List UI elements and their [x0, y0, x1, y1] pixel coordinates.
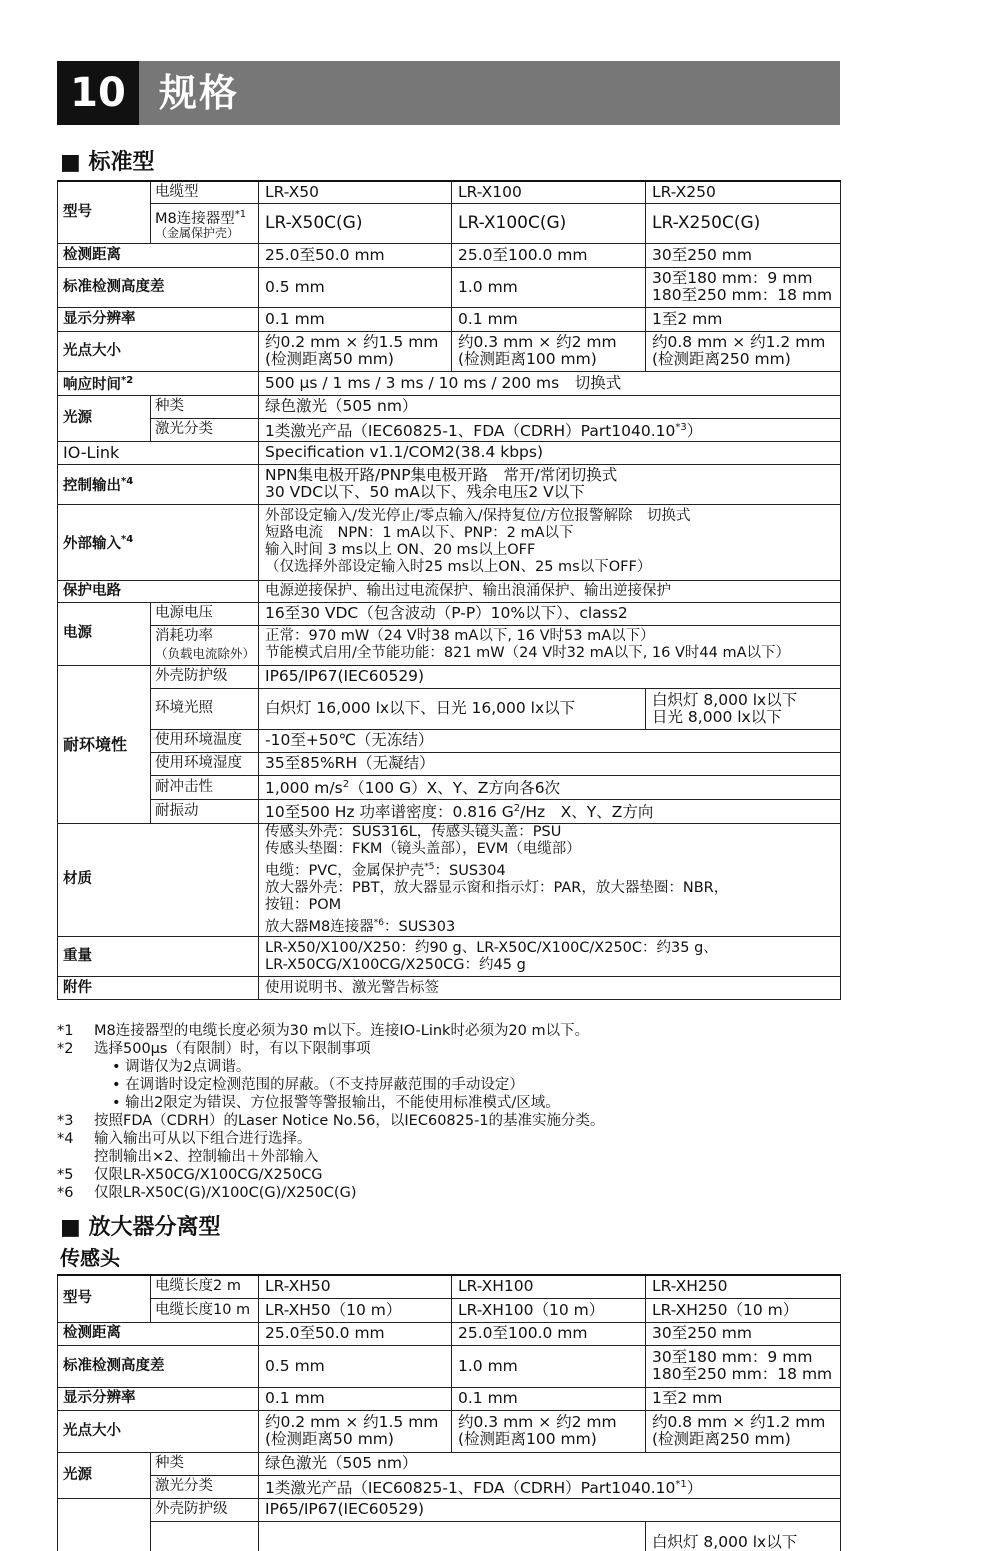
row-label: 光源	[58, 1452, 151, 1498]
table-cell: 1.0 mm	[452, 267, 646, 307]
table-cell: 0.1 mm	[259, 307, 452, 331]
footnote: *2 选择500μs（有限制）时，有以下限制事项	[57, 1041, 371, 1057]
row-label: 材质	[58, 823, 259, 937]
row-label: 保护电路	[58, 580, 259, 602]
table-cell: LR-XH100	[452, 1275, 646, 1298]
footnote: *6 仅限LR-X50C(G)/X100C(G)/X250C(G)	[57, 1185, 357, 1201]
row-label	[58, 1498, 151, 1521]
table-cell: 0.1 mm	[259, 1387, 452, 1410]
row-sublabel	[151, 1521, 259, 1551]
footnotes	[57, 1022, 857, 1202]
row-label: IO-Link	[58, 441, 259, 464]
table-cell: LR-X50C(G)	[259, 203, 452, 243]
row-label: 电源	[58, 602, 151, 665]
table-cell: Specification v1.1/COM2(38.4 kbps)	[259, 441, 841, 464]
table-cell: 约0.8 mm × 约1.2 mm (检测距离250 mm)	[646, 1410, 841, 1452]
table-cell: 外部设定输入/发光停止/零点输入/保持复位/方位报警解除 切换式 短路电流 NPN：1 mA以下、PNP：2 mA以下 输入时间 3 ms以上 ON、20 ms以上OFF （仅选择外部设定输入时25 ms以上ON、25 ms以下OFF）	[259, 504, 841, 580]
row-sublabel: 激光分类	[151, 1475, 259, 1498]
row-label: 标准检测高度差	[58, 1345, 259, 1387]
table-cell: 使用说明书、激光警告标签	[259, 977, 841, 1000]
chapter-header	[57, 61, 840, 125]
row-label: 控制输出$^{*4}$	[58, 464, 259, 504]
row-label: 光点大小	[58, 1410, 259, 1452]
table-cell: 1,000 $m/s^2(100$ G）X、Y、Z方向各6次	[259, 775, 841, 799]
row-label: 检测距离	[58, 243, 259, 267]
spec-table-sensor-head	[57, 1274, 841, 1551]
table-cell: LR-XH250	[646, 1275, 841, 1298]
table-cell: 白炽灯 8,000 lx以下	[646, 1521, 841, 1551]
table-cell: LR-X250	[646, 181, 841, 203]
table-cell: 约0.3 mm × 约2 mm (检测距离100 mm)	[452, 1410, 646, 1452]
row-sublabel: 使用环境温度	[151, 729, 259, 752]
table-cell: 约0.3 mm × 约2 mm (检测距离100 mm)	[452, 331, 646, 371]
table-cell: 电源逆接保护、输出过电流保护、输出浪涌保护、输出逆接保护	[259, 580, 841, 602]
table-cell: 绿色激光（505 nm）	[259, 395, 841, 418]
table-cell: 正常：970 mW（24 V时38 mA以下, 16 V时53 mA以下） 节能模式启用/全节能功能：821 mW（24 V时32 mA以下, 16 V时44 mA以下）	[259, 625, 841, 665]
table-cell: NPN集电极开路/PNP集电极开路 常开/常闭切换式 30 VDC以下、50 mA以下、残余电压2 V以下	[259, 464, 841, 504]
table-cell: IP65/IP67(IEC60529)	[259, 665, 841, 688]
row-label: 显示分辨率	[58, 1387, 259, 1410]
row-sublabel: 耐振动	[151, 799, 259, 823]
table-cell: LR-XH50（10 m）	[259, 1298, 452, 1322]
footnote-bullet: • 输出2限定为错误、方位报警等警报输出，不能使用标准模式/区域。	[57, 1094, 857, 1112]
footnote: *1 M8连接器型的电缆长度必须为30 m以下。连接IO-Link时必须为20 m以下。	[57, 1023, 590, 1039]
table-cell: LR-XH250（10 m）	[646, 1298, 841, 1322]
footnote-bullet: • 在调谐时设定检测范围的屏蔽。（不支持屏蔽范围的手动设定）	[57, 1076, 857, 1094]
table-cell: 1.0 mm	[452, 1345, 646, 1387]
table-cell: LR-X250C(G)	[646, 203, 841, 243]
table-cell: 约0.2 mm × 约1.5 mm (检测距离50 mm)	[259, 1410, 452, 1452]
row-sublabel: 消耗功率 （负载电流除外）	[151, 625, 259, 665]
table-cell: 1类激光产品（IEC60825-1、FDA（CDRH）Part1040.10$^{*1}$）	[259, 1475, 841, 1498]
chapter-title: 规格	[159, 71, 240, 115]
table-cell: LR-X50/X100/X250：约90 g、LR-X50C/X100C/X250C：约35 g、 LR-X50CG/X100CG/X250CG：约45 g	[259, 937, 841, 977]
row-sublabel: 电源电压	[151, 602, 259, 625]
table-cell: IP65/IP67(IEC60529)	[259, 1498, 841, 1521]
row-sublabel: 电缆长度10 m	[151, 1298, 259, 1322]
table-cell: LR-X50	[259, 181, 452, 203]
table-cell: 1类激光产品（IEC60825-1、FDA（CDRH）Part1040.10$^{*3}$）	[259, 418, 841, 441]
table-cell: 约0.2 mm × 约1.5 mm (检测距离50 mm)	[259, 331, 452, 371]
row-sublabel: 外壳防护级	[151, 1498, 259, 1521]
chapter-number: 10	[57, 61, 139, 125]
row-sublabel: 使用环境湿度	[151, 752, 259, 775]
table-cell: 0.5 mm	[259, 267, 452, 307]
row-label: 显示分辨率	[58, 307, 259, 331]
table-cell: 35至85%RH（无凝结）	[259, 752, 841, 775]
table-cell: 10至500 Hz 功率谱密度：0.816 $G^2/Hz$ X、Y、Z方向	[259, 799, 841, 823]
subsection-title-sensor-head: 传感头	[60, 1246, 120, 1270]
table-cell: 白炽灯 8,000 lx以下 日光 8,000 lx以下	[646, 688, 841, 729]
table-cell: 25.0至50.0 mm	[259, 1322, 452, 1345]
row-sublabel: 电缆型	[151, 181, 259, 203]
row-label: 标准检测高度差	[58, 267, 259, 307]
table-cell: -10至+50℃（无冻结）	[259, 729, 841, 752]
table-cell: 30至250 mm	[646, 243, 841, 267]
row-sublabel: 耐冲击性	[151, 775, 259, 799]
row-label: 检测距离	[58, 1322, 259, 1345]
table-cell: 16至30 VDC（包含波动（P-P）10%以下）、class2	[259, 602, 841, 625]
table-cell: LR-X100C(G)	[452, 203, 646, 243]
table-cell: 25.0至50.0 mm	[259, 243, 452, 267]
table-cell	[259, 1521, 646, 1551]
row-sublabel: 激光分类	[151, 418, 259, 441]
table-cell: 白炽灯 16,000 lx以下、日光 16,000 lx以下	[259, 688, 646, 729]
row-label: 光点大小	[58, 331, 259, 371]
table-cell: 0.1 mm	[452, 1387, 646, 1410]
row-label: 型号	[58, 181, 151, 243]
row-sublabel: M8连接器型$^{*1}$ （金属保护壳）	[151, 203, 259, 243]
row-label: 响应时间$^{*2}$	[58, 371, 259, 395]
footnote: *5 仅限LR-X50CG/X100CG/X250CG	[57, 1167, 323, 1183]
footnote-bullet: • 调谐仅为2点调谐。	[57, 1058, 857, 1076]
table-cell: 绿色激光（505 nm）	[259, 1452, 841, 1475]
row-label	[58, 1521, 151, 1551]
row-label: 光源	[58, 395, 151, 441]
table-cell: 1至2 mm	[646, 1387, 841, 1410]
row-sublabel: 环境光照	[151, 688, 259, 729]
table-cell: LR-XH100（10 m）	[452, 1298, 646, 1322]
table-cell: 30至180 mm：9 mm 180至250 mm：18 mm	[646, 267, 841, 307]
row-sublabel: 外壳防护级	[151, 665, 259, 688]
table-cell: 传感头外壳：SUS316L，传感头镜头盖：PSU 传感头垫圈：FKM（镜头盖部），EVM（电缆部） 电缆：PVC，金属保护壳$^{*5}$：SUS304 放大器外壳：PBT，放大器显示窗和指示灯：PAR，放大器垫圈：NBR， 按钮：POM 放大器M8连接器$^{*6}$：SUS303	[259, 823, 841, 937]
footnote: *4 输入输出可从以下组合进行选择。	[57, 1131, 312, 1147]
table-cell: 约0.8 mm × 约1.2 mm (检测距离250 mm)	[646, 331, 841, 371]
table-cell: 30至250 mm	[646, 1322, 841, 1345]
row-sublabel: 种类	[151, 395, 259, 418]
row-sublabel: 种类	[151, 1452, 259, 1475]
table-cell: 1至2 mm	[646, 307, 841, 331]
row-label: 附件	[58, 977, 259, 1000]
table-cell: 500 μs / 1 ms / 3 ms / 10 ms / 200 ms 切换式	[259, 371, 841, 395]
table-cell: LR-X100	[452, 181, 646, 203]
spec-table-standard	[57, 180, 841, 1000]
row-sublabel: 电缆长度2 m	[151, 1275, 259, 1298]
footnote-continuation: 控制输出×2、控制输出＋外部输入	[94, 1149, 319, 1165]
row-label: 型号	[58, 1275, 151, 1322]
table-cell: 30至180 mm：9 mm 180至250 mm：18 mm	[646, 1345, 841, 1387]
table-cell: 25.0至100.0 mm	[452, 1322, 646, 1345]
table-cell: LR-XH50	[259, 1275, 452, 1298]
footnote: *3 按照FDA（CDRH）的Laser Notice No.56，以IEC60825-1的基准实施分类。	[57, 1113, 605, 1129]
section-title-amplifier: ■ 放大器分离型	[60, 1215, 221, 1240]
row-label: 耐环境性	[58, 665, 151, 823]
row-label: 外部输入$^{*4}$	[58, 504, 259, 580]
section-title-standard: ■ 标准型	[60, 150, 155, 175]
table-cell: 25.0至100.0 mm	[452, 243, 646, 267]
table-cell: 0.5 mm	[259, 1345, 452, 1387]
table-cell: 0.1 mm	[452, 307, 646, 331]
row-label: 重量	[58, 937, 259, 977]
